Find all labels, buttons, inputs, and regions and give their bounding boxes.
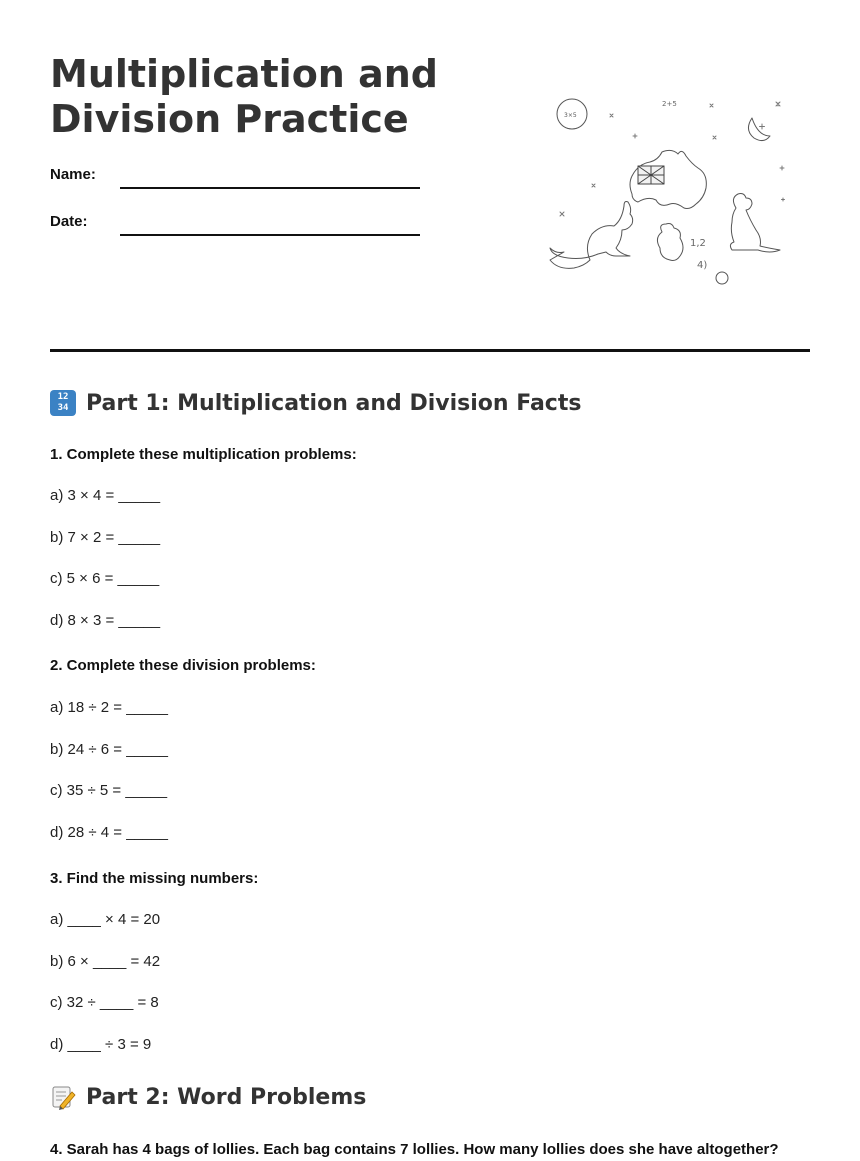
map-scribble-1: 1,2 (690, 238, 706, 249)
q1-item-d[interactable]: d) 8 × 3 = _____ (50, 612, 161, 629)
flag-icon (638, 166, 664, 184)
part2-heading-text: Part 2: Word Problems (86, 1084, 367, 1110)
balloon-icon (716, 272, 728, 284)
sky-scribble: 2+5 (662, 100, 677, 108)
part1-heading (50, 390, 581, 416)
date-field[interactable] (120, 234, 420, 236)
date-label: Date: (50, 213, 88, 230)
worksheet-title (50, 52, 438, 142)
q3-item-a[interactable]: a) ____ × 4 = 20 (50, 911, 161, 928)
q2-item-c[interactable]: c) 35 ÷ 5 = _____ (50, 782, 168, 799)
name-label: Name: (50, 166, 96, 183)
australia-animals-illustration (540, 88, 800, 308)
q2-item-a[interactable]: a) 18 ÷ 2 = _____ (50, 699, 168, 716)
q3-item-b[interactable]: b) 6 × ____ = 42 (50, 953, 161, 970)
title-line-2: Division Practice (50, 97, 409, 141)
map-scribble-2: 4) (697, 260, 708, 271)
question-3-label: 3. Find the missing numbers: (50, 870, 259, 887)
question-2-label: 2. Complete these division problems: (50, 657, 316, 674)
title-line-1: Multiplication and (50, 52, 438, 96)
q1-item-b[interactable]: b) 7 × 2 = _____ (50, 529, 161, 546)
q2-item-b[interactable]: b) 24 ÷ 6 = _____ (50, 741, 168, 758)
crescent-moon-icon (748, 118, 770, 141)
q3-item-c[interactable]: c) 32 ÷ ____ = 8 (50, 994, 159, 1011)
q1-item-c[interactable]: c) 5 × 6 = _____ (50, 570, 160, 587)
moon-scribble: 3×5 (564, 112, 577, 119)
question-1-label: 1. Complete these multiplication problems: (50, 446, 357, 463)
numbers-icon: 12 34 (50, 390, 76, 416)
kangaroo-right-icon (730, 194, 780, 253)
small-animal-icon (657, 224, 683, 261)
q1-item-a[interactable]: a) 3 × 4 = _____ (50, 487, 161, 504)
kangaroo-left-icon (550, 202, 633, 269)
name-field[interactable] (120, 187, 420, 189)
part2-heading (50, 1084, 366, 1110)
q3-item-d[interactable]: d) ____ ÷ 3 = 9 (50, 1036, 152, 1053)
section-divider (50, 349, 810, 352)
q2-item-d[interactable]: d) 28 ÷ 4 = _____ (50, 824, 168, 841)
memo-pencil-icon (50, 1084, 76, 1110)
question-4-label: 4. Sarah has 4 bags of lollies. Each bag contains 7 lollies. How many lollies does she have altogether? (50, 1141, 779, 1158)
part1-heading-text: Part 1: Multiplication and Division Facts (86, 390, 582, 416)
